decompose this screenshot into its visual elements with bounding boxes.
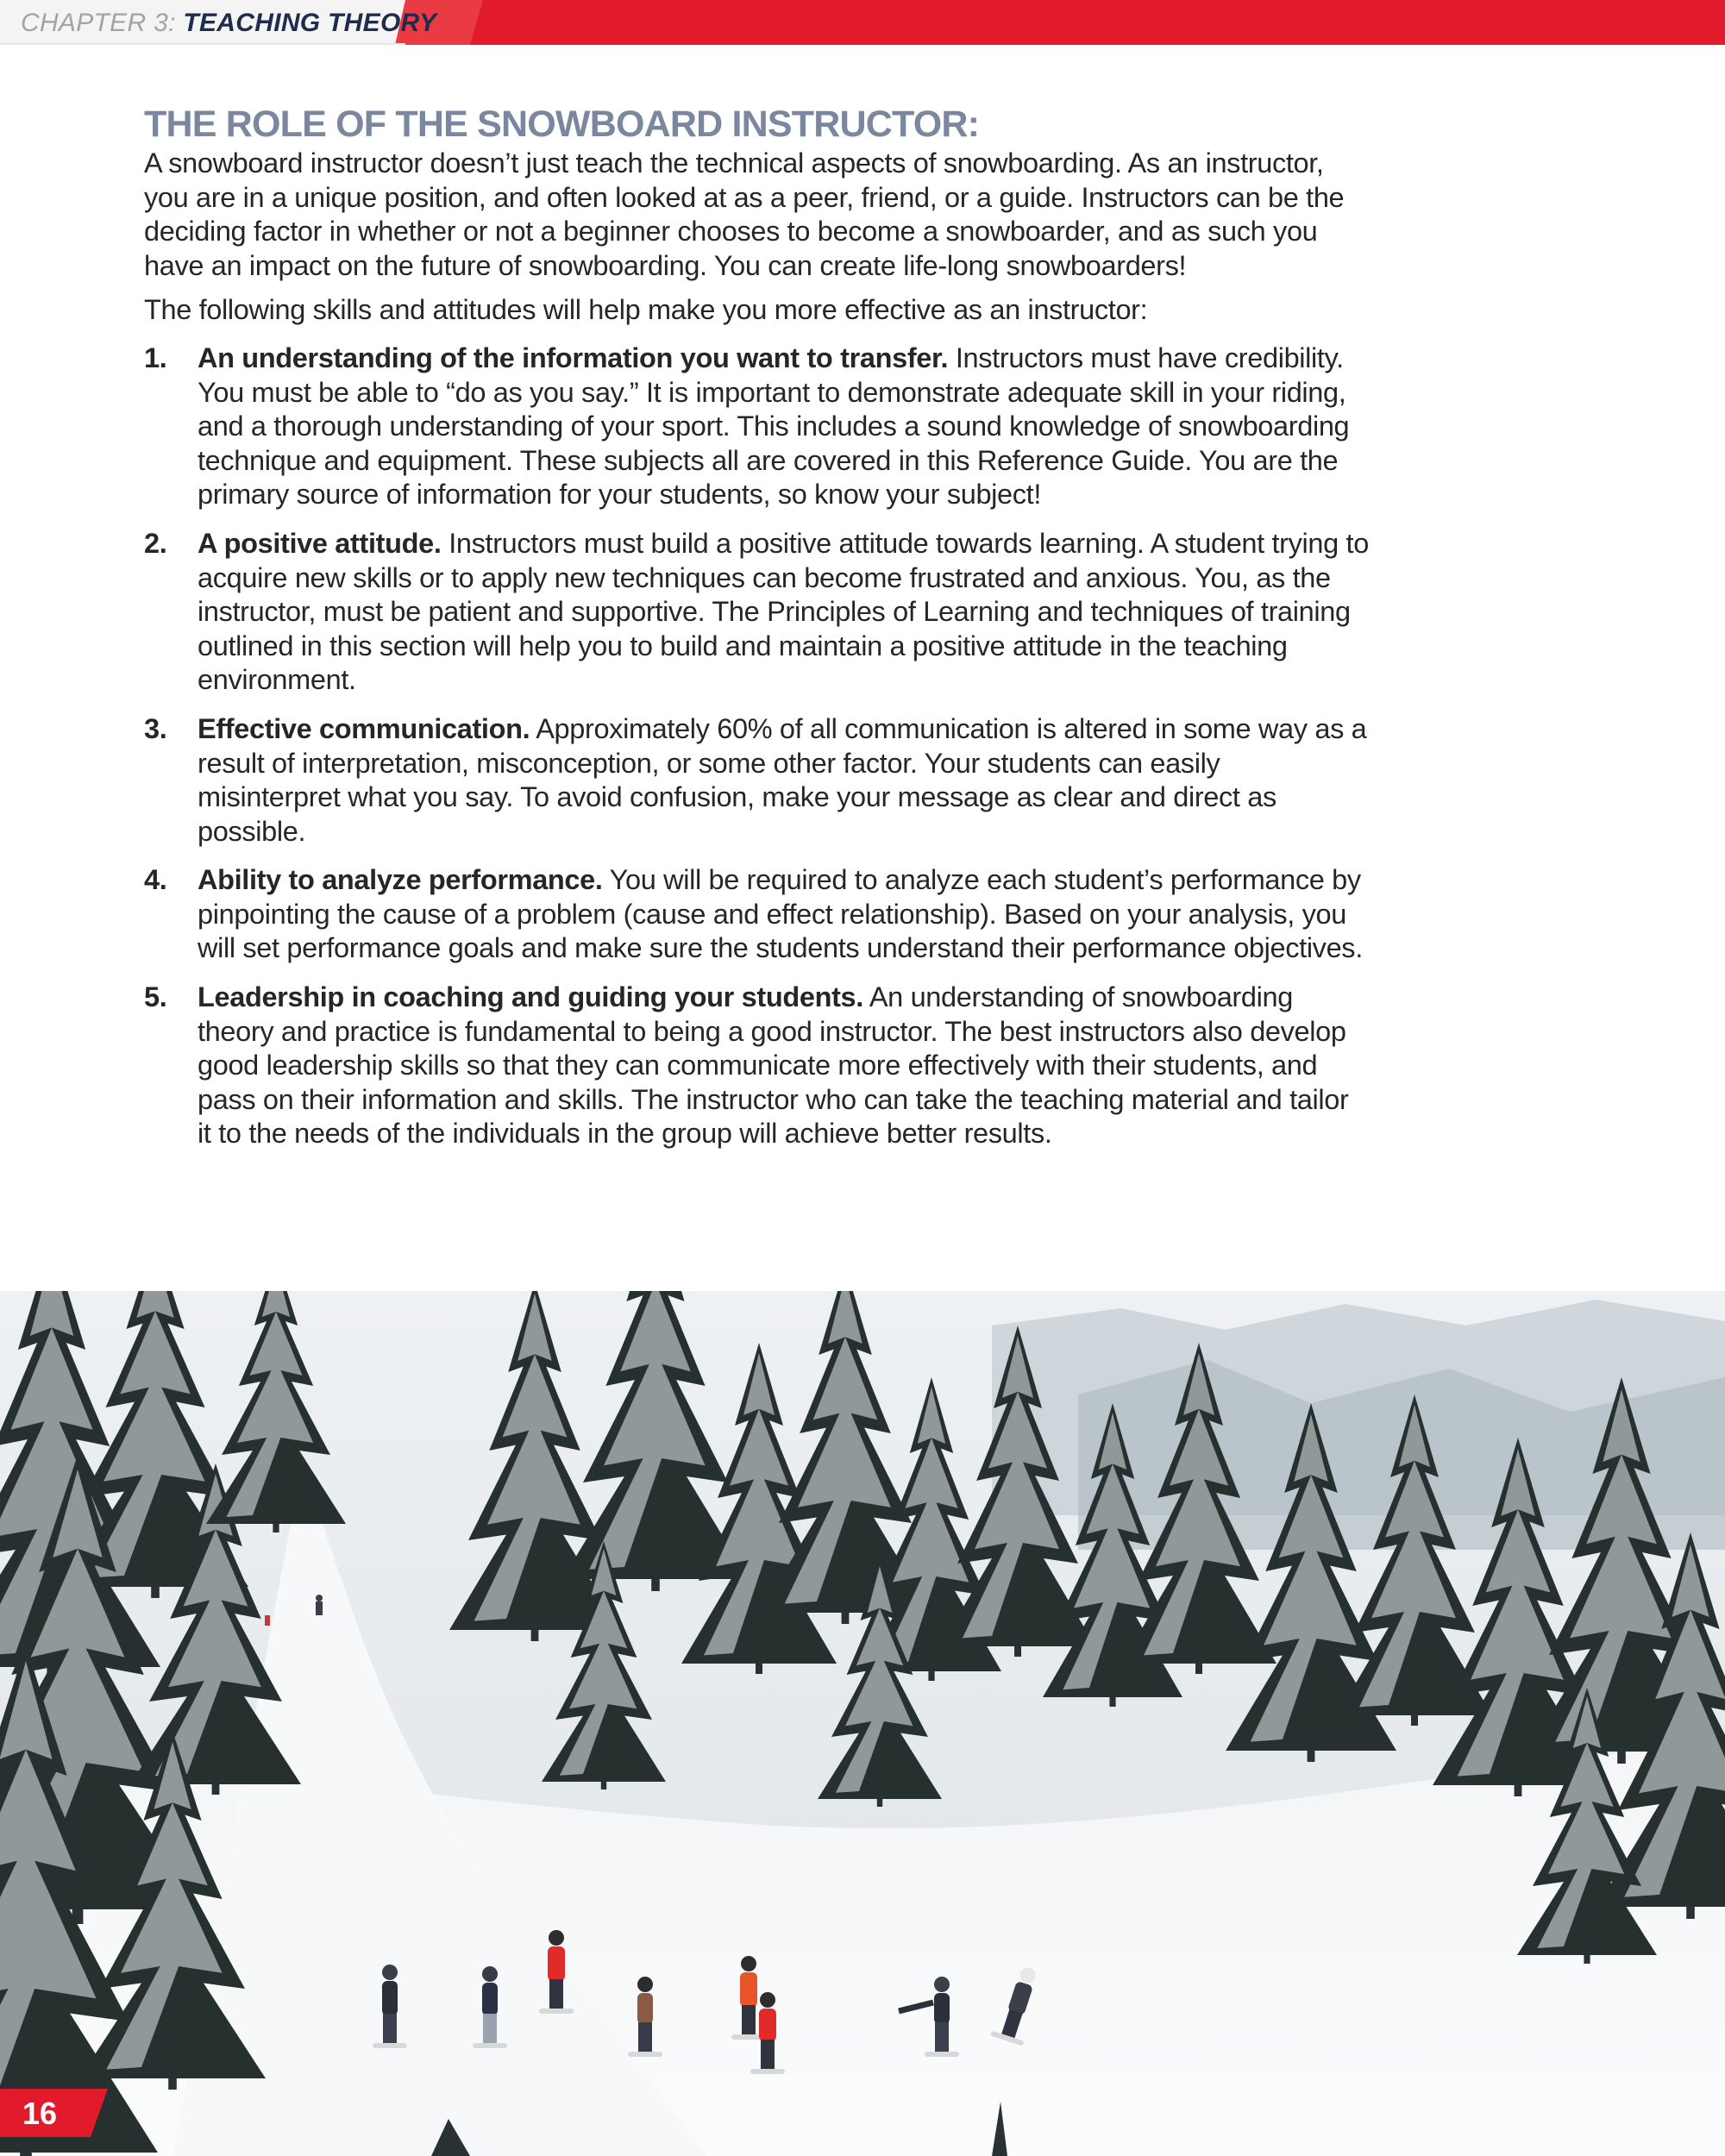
lead-in-paragraph: The following skills and attitudes will help make you more effective as an instructor: <box>144 294 1148 326</box>
item-number: 5. <box>144 981 167 1013</box>
list-item <box>144 863 1369 966</box>
chapter-name: TEACHING THEORY <box>183 9 437 37</box>
list-item <box>144 527 1369 698</box>
item-number: 4. <box>144 864 167 896</box>
intro-paragraph: A snowboard instructor doesn’t just teach the technical aspects of snowboarding. As an instructor, you are in a unique position, and often looked at as a peer, friend, or a guide. Instructors can be the deciding factor in whether or not a beginner chooses to become a snowboarder, and as such you have an impact on the future of snowboarding. You can create life-long snowboarders! <box>144 147 1345 281</box>
item-text: Approximately 60% of all communication is altered in some way as a result of interpretation, misconception, or some other factor. Your students can easily misinterpret what you say. To avoid confusion, make your message as clear and direct as possible. <box>198 712 1367 847</box>
photo-illustration <box>0 1291 1725 2156</box>
chapter-label <box>21 9 436 38</box>
item-lead: Leadership in coaching and guiding your students. <box>198 981 863 1013</box>
item-number: 2. <box>144 527 167 559</box>
list-item <box>144 981 1369 1151</box>
item-lead: Effective communication. <box>198 712 530 744</box>
item-text: You will be required to analyze each student’s performance by pinpointing the cause of a problem (cause and effect relationship). Based on your analysis, you will set performance goals and make sure the students understand their performance objectives. <box>198 864 1363 964</box>
chapter-header <box>0 0 1725 45</box>
main-content <box>144 102 1369 1166</box>
item-lead: Ability to analyze performance. <box>198 864 603 896</box>
item-text: Instructors must have credibility. You must be able to “do as you say.” It is important to demonstrate adequate skill in your riding, and a thorough understanding of your sport. This includes a sound knowledge of snowboarding technique and equipment. These subjects all are covered in this Reference Guide. You are the primary source of information for your students, so know your subject! <box>198 342 1350 511</box>
list-item <box>144 342 1369 512</box>
page-number-tab <box>0 2089 108 2137</box>
chapter-prefix: CHAPTER 3: <box>21 9 176 37</box>
item-number: 1. <box>144 342 167 373</box>
page-number: 16 <box>22 2096 58 2131</box>
item-lead: A positive attitude. <box>198 527 442 559</box>
skills-list <box>144 342 1369 1151</box>
item-text: An understanding of snowboarding theory and practice is fundamental to being a good instructor. The best instructors also develop good leadership skills so that they can communicate more effectively with their students, and pass on their information and skills. The instructor who can take the teaching material and tailor it to the needs of the individuals in the group will achieve better results. <box>198 981 1349 1150</box>
item-lead: An understanding of the information you want to transfer. <box>198 342 949 373</box>
item-text: Instructors must build a positive attitude towards learning. A student trying to acquire new skills or to apply new techniques can become frustrated and anxious. You, as the instructor, must be patient and supportive. The Principles of Learning and techniques of training outlined in this section will help you to build and maintain a positive attitude in the teaching environment. <box>198 527 1369 696</box>
list-item <box>144 712 1369 849</box>
item-number: 3. <box>144 712 167 744</box>
snowboard-group-photo <box>0 1291 1725 2156</box>
section-title: THE ROLE OF THE SNOWBOARD INSTRUCTOR: <box>144 103 980 145</box>
